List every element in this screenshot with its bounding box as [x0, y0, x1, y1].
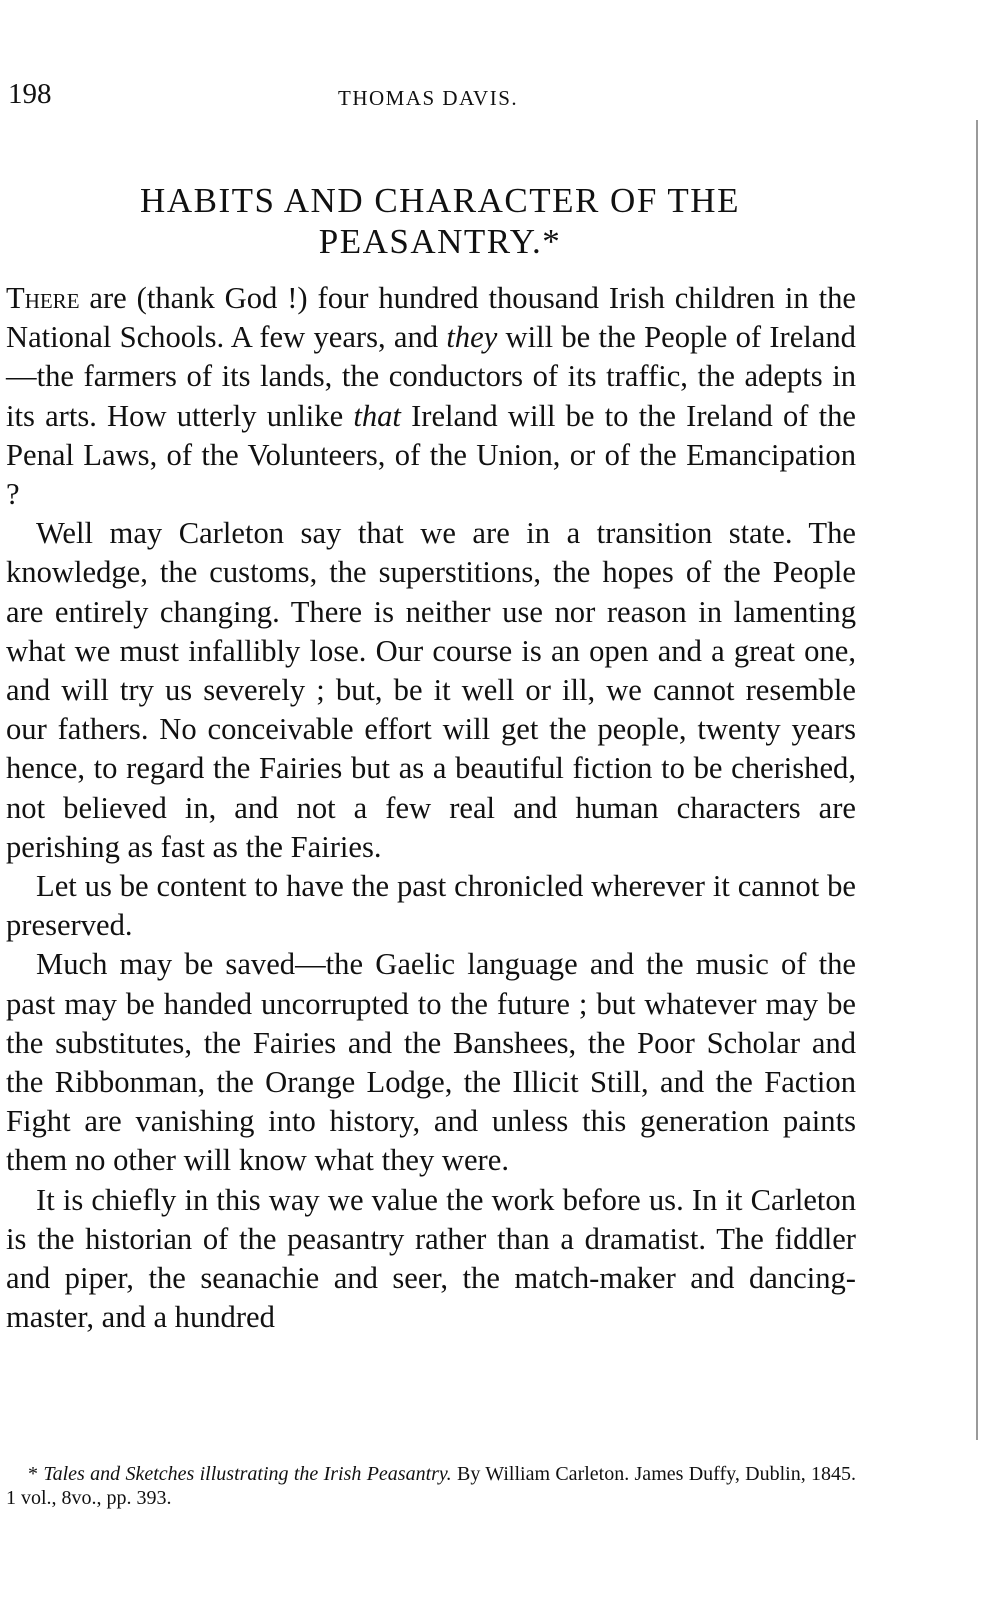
footnote-marker: * [28, 1463, 44, 1485]
paragraph-1-text-b: will be the People of Ireland—the farmers of its lands, the conductors of its traffic, the adepts in its arts. How utterly unlike [6, 320, 856, 433]
chapter-title-line-1: HABITS AND CHARACTER OF THE [140, 181, 740, 220]
paragraph-5: It is chiefly in this way we value the work before us. In it Carleton is the historian of the peasantry rather than a dramatist. The fiddler and piper, the seanachie and seer, the match-maker and dancing-master, and a hundred [6, 1182, 856, 1335]
chapter-title-line-2: PEASANTRY.* [318, 222, 562, 261]
paragraph-1-emphasis-they: they [446, 320, 498, 355]
paragraph-1-emphasis-that: that [353, 398, 401, 433]
paragraph-1-text-a: are (thank God !) four hundred thousand Irish children in the National Schools. A few years, and [6, 281, 856, 355]
drop-word: There [6, 281, 80, 315]
paragraph-1 [6, 279, 856, 514]
footnote [6, 1462, 856, 1510]
footnote-text [6, 1462, 856, 1510]
body-text [6, 279, 856, 1337]
page-number: 198 [8, 78, 52, 110]
paragraph-1-text-c: Ireland will be to the Ireland of the Penal Laws, of the Volunteers, of the Union, or of the Emancipation ? [6, 398, 856, 512]
paragraph-4: Much may be saved—the Gaelic language and the music of the past may be handed uncorrupted to the future ; but whatever may be the substitutes, the Fairies and the Banshees, the Poor Scholar and the Ribbonman, the Orange Lodge, the Illicit Still, and the Faction Fight are vanishing into history, and unless this generation paints them no other will know what they were. [6, 947, 856, 1178]
chapter-title [60, 180, 820, 262]
footnote-citation: By William Carleton. James Duffy, Dublin, 1845. 1 vol., 8vo., pp. 393. [6, 1463, 857, 1509]
footnote-book-title: Tales and Sketches illustrating the Irish Peasantry. [43, 1463, 452, 1485]
paragraph-2: Well may Carleton say that we are in a transition state. The knowledge, the customs, the superstitions, the hopes of the People are entirely changing. There is neither use nor reason in lamenting what we must infallibly lose. Our course is an open and a great one, and will try us severely ; but, be it well or ill, we cannot resemble our fathers. No conceivable effort will get the people, twenty years hence, to regard the Fairies but as a beautiful fiction to be cherished, not believed in, and not a few real and human characters are perishing as fast as the Fairies. [6, 516, 856, 864]
paragraph-3: Let us be content to have the past chronicled wherever it cannot be preserved. [6, 869, 856, 943]
page-header [8, 78, 878, 118]
running-head: THOMAS DAVIS. [338, 86, 519, 110]
page-binding-edge [976, 120, 978, 1440]
